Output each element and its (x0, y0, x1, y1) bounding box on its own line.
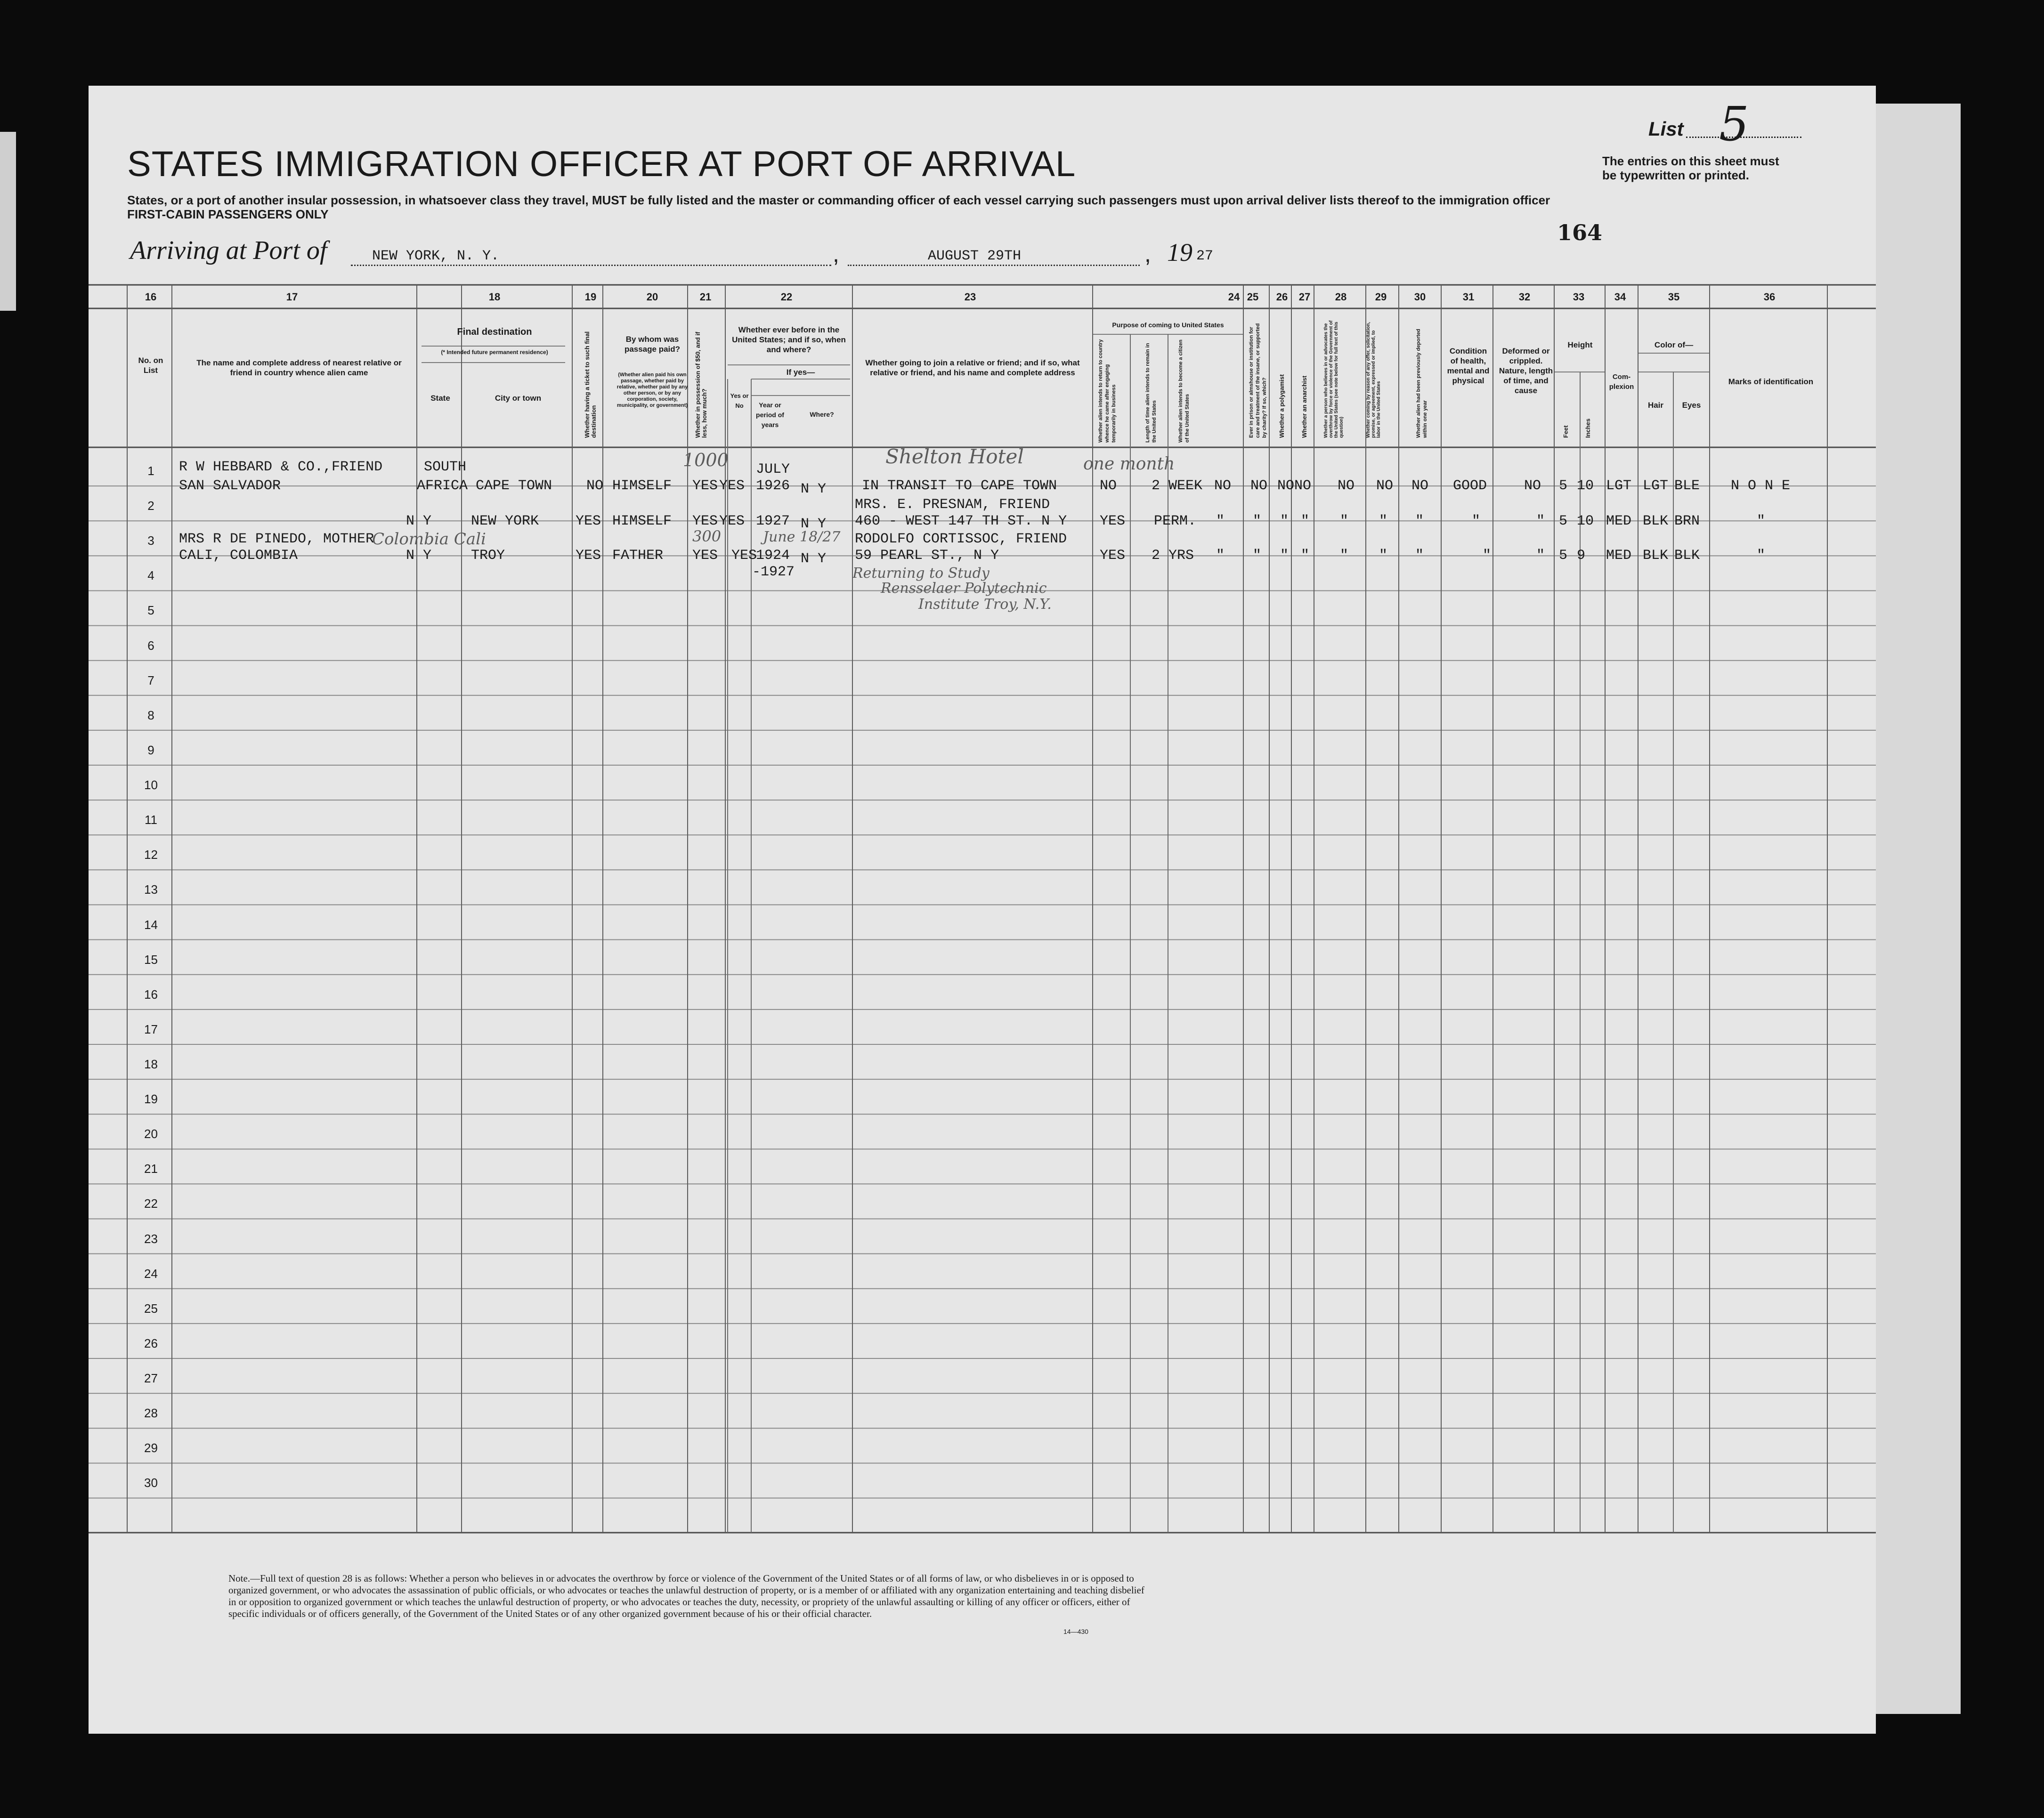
deported: " (1415, 513, 1424, 529)
handwritten-money: 300 (692, 527, 722, 545)
footnote: Note.—Full text of question 28 is as follows: Whether a person who believes in or advocates the overthrow by force or violence of the Government of the United States or of all forms of law, or who disbelieves in or is opposed to organized government, or who advocates the assassination of public officials, or who advocates or teaches the unlawful destruction of property, or is a member of or affiliated with any organization entertaining and teaching disbelief in or opposition to organized government or which teaches the unlawful destruction of property, or who advocates or teaches the duty, necessity, or propriety of the unlawful assaulting or killing of any officer or officers, either of specific individuals or of officers generally, of the Government of the United States or of any other organized government because of his or their official character. (228, 1573, 1144, 1619)
col-number: 34 (1614, 291, 1626, 303)
hdr-purpose: Purpose of coming to United States (1112, 321, 1224, 329)
col-number: 31 (1462, 291, 1475, 303)
entries-note-1: The entries on this sheet must (1602, 154, 1779, 168)
hdr-paid-by-note: (Whether alien paid his own passage, whether paid by relative, whether paid by any other person, or by any corporation, society, municipality, or government) (616, 372, 688, 408)
join-line-2: 460 - WEST 147 TH ST. N Y (855, 513, 1067, 529)
handwritten-join-1: Returning to Study (852, 565, 990, 582)
overthrow: " (1340, 513, 1349, 529)
handwritten-length: one month (1083, 454, 1175, 474)
purpose-c: " (1216, 548, 1225, 564)
relative-line-1: R W HEBBARD & CO.,FRIEND (179, 459, 383, 475)
sheet-number: 164 (1557, 220, 1603, 245)
hdr-prison: Ever in prison or almshouse or institution for care and treatment of the insane, or supported by charity? If so, which? (1249, 323, 1267, 438)
row-number: 11 (145, 813, 157, 827)
hdr-anarchist: Whether an anarchist (1301, 375, 1308, 438)
overthrow: NO (1338, 478, 1355, 494)
col-number: 27 (1298, 291, 1311, 303)
col-number: 26 (1276, 291, 1288, 303)
hdr-ticket: Whether having a ticket to such final destination (584, 331, 597, 438)
form-number: 14—430 (1063, 1628, 1088, 1635)
class-line: FIRST-CABIN PASSENGERS ONLY (127, 207, 329, 221)
overthrow: " (1340, 548, 1349, 564)
hair: BLK (1643, 513, 1669, 529)
year-line-2: 1926 (756, 478, 790, 494)
row-number: 5 (147, 603, 154, 618)
hdr-if-yes: If yes— (786, 368, 815, 377)
row-number: 10 (144, 778, 158, 792)
year-line-1: JULY (756, 461, 790, 477)
row-number: 19 (144, 1092, 158, 1107)
relative-line-2: SAN SALVADOR (179, 478, 281, 494)
hdr-offer: Whether coming by reason of any offer, solicitation, promise, or agreement, expressed or implied, to labor in the United States (1366, 322, 1381, 438)
col-number: 35 (1668, 291, 1680, 303)
hdr-join: Whether going to join a relative or friend; and if so, what relative or friend, and his name and complete address (865, 358, 1080, 377)
hair: BLK (1643, 548, 1669, 564)
hdr-where: Where? (810, 411, 834, 418)
row-number: 30 (144, 1476, 158, 1490)
before-us: YES (719, 513, 745, 529)
paid-by: HIMSELF (612, 513, 672, 529)
comma-2: , (1144, 241, 1151, 267)
hdr-before-us: Whether ever before in the United States; and if so, when and where? (732, 325, 846, 354)
anarchist: " (1301, 513, 1310, 529)
health: " (1472, 513, 1481, 529)
polygamist: NO (1277, 478, 1295, 494)
row-number: 8 (147, 708, 154, 722)
marks: " (1757, 513, 1766, 529)
row-number: 9 (147, 743, 154, 757)
hdr-deported: Whether alien had been previously deported within one year (1416, 329, 1428, 438)
feet: 5 (1559, 478, 1568, 494)
complexion: MED (1606, 548, 1632, 564)
port-value: NEW YORK, N. Y. (372, 248, 500, 264)
row-number: 25 (144, 1301, 158, 1316)
hdr-final-destination-note: (* Intended future permanent residence) (441, 349, 548, 356)
col-number: 32 (1518, 291, 1531, 303)
where: N Y (801, 481, 827, 497)
col-number: 21 (699, 291, 712, 303)
hdr-hair: Hair (1647, 401, 1664, 410)
row-number: 2 (147, 499, 154, 513)
hdr-state: State (430, 394, 450, 403)
col-number: 36 (1763, 291, 1776, 303)
row-number: 16 (144, 987, 158, 1002)
inches: 10 (1577, 478, 1594, 494)
complexion: MED (1606, 513, 1632, 529)
purpose-b: 2 WEEK (1152, 478, 1203, 494)
row-number: 26 (144, 1336, 158, 1350)
city: NEW YORK (471, 513, 539, 529)
year-suffix: 27 (1196, 248, 1214, 264)
hdr-inches: Inches (1584, 418, 1591, 438)
relative-line-2: CALI, COLOMBIA (179, 548, 298, 564)
col-number: 17 (286, 291, 298, 303)
money: YES (692, 513, 718, 529)
anarchist: NO (1294, 478, 1312, 494)
col-number: 23 (964, 291, 976, 303)
year-line-1: 1924 (756, 548, 790, 564)
before-us: YES (731, 548, 757, 564)
state-line-2: AFRICA (417, 478, 468, 494)
handwritten-year: June 18/27 (763, 529, 841, 545)
prison: NO (1250, 478, 1268, 494)
feet: 5 (1559, 513, 1568, 529)
hdr-complexion: Com-plexion (1609, 373, 1634, 391)
hdr-height: Height (1567, 340, 1593, 349)
hdr-paid-by: By whom was passage paid? (624, 335, 681, 354)
anarchist: " (1301, 548, 1310, 564)
col-number: 24 (1228, 291, 1240, 303)
purpose-b: PERM. (1154, 513, 1197, 529)
hdr-relative: The name and complete address of nearest relative or friend in country whence alien came (196, 358, 402, 377)
row-number: 23 (144, 1231, 158, 1246)
hdr-year-period: Year or period of years (756, 401, 784, 428)
handwritten-relative: Colombia Cali (372, 530, 486, 549)
deformed: " (1536, 513, 1545, 529)
row-number: 3 (147, 533, 154, 548)
handwritten-join-2: Rensselaer Polytechnic (881, 580, 1047, 597)
year-line-2: -1927 (752, 564, 795, 580)
row-number: 7 (147, 673, 154, 687)
inches: 9 (1577, 548, 1586, 564)
marks: " (1757, 548, 1766, 564)
hdr-no-on-list: No. on List (138, 356, 163, 375)
row-number: 17 (144, 1022, 158, 1036)
row-number: 14 (144, 917, 158, 932)
money: YES (692, 478, 718, 494)
deported: " (1415, 548, 1424, 564)
list-number: 5 (1719, 97, 1749, 152)
paid-by: FATHER (612, 548, 664, 564)
row-number: 28 (144, 1406, 158, 1421)
col-number: 16 (145, 291, 157, 303)
eyes: BLK (1674, 548, 1700, 564)
entries-note-2: be typewritten or printed. (1602, 168, 1750, 182)
purpose-a: YES (1100, 513, 1126, 529)
join: MRS. E. PRESNAM, FRIEND (855, 497, 1050, 513)
offer: " (1379, 513, 1388, 529)
where: N Y (801, 551, 827, 567)
row-number: 6 (147, 638, 154, 653)
hdr-overthrow: Whether a person who believes in or advocates the overthrow by force or violence of the Government of the United States (see note below for full text of this question) (1323, 320, 1344, 438)
paid-by: HIMSELF (612, 478, 672, 494)
col-number: 30 (1414, 291, 1426, 303)
ticket: NO (586, 478, 604, 494)
join-line-2: 59 PEARL ST., N Y (855, 548, 999, 564)
arriving-label: Arriving at Port of (130, 236, 327, 265)
hdr-eyes: Eyes (1682, 401, 1701, 410)
row-number: 21 (144, 1162, 158, 1176)
col-number: 18 (488, 291, 501, 303)
ticket: YES (576, 513, 601, 529)
row-number: 1 (147, 464, 154, 478)
inches: 10 (1577, 513, 1594, 529)
complexion: LGT (1606, 478, 1632, 494)
purpose-b: 2 YRS (1152, 548, 1194, 564)
row-number: 15 (144, 952, 158, 967)
deformed: NO (1524, 478, 1541, 494)
where: N Y (801, 516, 827, 532)
prison: " (1253, 548, 1262, 564)
hdr-purpose-c: Whether alien intends to become a citizen of the United States (1178, 339, 1190, 443)
row-number: 29 (144, 1441, 158, 1455)
offer: NO (1376, 478, 1394, 494)
year-prefix: 19 (1167, 238, 1192, 267)
comma-1: , (833, 241, 839, 267)
hdr-yes-no: Yes or No (730, 392, 749, 409)
col-number: 22 (780, 291, 793, 303)
purpose-a: YES (1100, 548, 1126, 564)
purpose-c: " (1216, 513, 1225, 529)
purpose-a: NO (1100, 478, 1117, 494)
offer: " (1379, 548, 1388, 564)
col-number: 20 (646, 291, 658, 303)
col-number: 33 (1573, 291, 1585, 303)
city: TROY (471, 548, 505, 564)
polygamist: " (1280, 513, 1289, 529)
date-value: AUGUST 29TH (928, 248, 1022, 264)
form-subtitle: States, or a port of another insular possession, in whatsoever class they travel, MUST be fully listed and the master or commanding officer of each vessel carrying such passengers must upon arrival deliver lists thereof to the immigration officer (127, 193, 1550, 207)
year-line-1: 1927 (756, 513, 790, 529)
row-number: 13 (144, 882, 158, 897)
prison: " (1253, 513, 1262, 529)
form-title: STATES IMMIGRATION OFFICER AT PORT OF ARRIVAL (127, 144, 1076, 184)
row-number: 4 (147, 568, 154, 583)
hdr-color-of: Color of— (1654, 340, 1694, 349)
handwritten-join-3: Institute Troy, N.Y. (918, 596, 1052, 613)
handwritten-join: Shelton Hotel (885, 445, 1024, 468)
money: YES (692, 548, 718, 564)
ticket: YES (576, 548, 601, 564)
deported: NO (1411, 478, 1429, 494)
hdr-health: Condition of health, mental and physical (1447, 347, 1490, 385)
row-number: 12 (144, 848, 158, 862)
join: IN TRANSIT TO CAPE TOWN (862, 478, 1057, 494)
row-number: 24 (144, 1266, 158, 1281)
health: " (1483, 548, 1492, 564)
purpose-c: NO (1214, 478, 1232, 494)
col-number: 19 (584, 291, 597, 303)
hair: LGT (1643, 478, 1669, 494)
city: CAPE TOWN (476, 478, 552, 494)
hdr-city: City or town (495, 394, 542, 403)
col-number: 25 (1247, 291, 1259, 303)
marks: N O N E (1731, 478, 1791, 494)
row-number: 20 (144, 1127, 158, 1141)
state-line-1: N Y (406, 513, 432, 529)
hdr-purpose-b: Length of time alien intends to remain in the United States (1145, 343, 1157, 443)
list-label: List (1648, 118, 1684, 140)
state-line-1: N Y (406, 548, 432, 564)
hdr-purpose-a: Whether alien intends to return to country whence he came after engaging temporarily in business (1098, 339, 1117, 443)
health: GOOD (1453, 478, 1487, 494)
state-line-1: SOUTH (424, 459, 467, 475)
hdr-marks: Marks of identification (1728, 377, 1814, 386)
join: RODOLFO CORTISSOC, FRIEND (855, 531, 1067, 547)
row-number: 27 (144, 1371, 158, 1385)
feet: 5 (1559, 548, 1568, 564)
eyes: BRN (1674, 513, 1700, 529)
row-number: 22 (144, 1196, 158, 1211)
handwritten-money: 1000 (683, 450, 729, 470)
deformed: " (1536, 548, 1545, 564)
row-number: 18 (144, 1057, 158, 1071)
col-number: 28 (1335, 291, 1347, 303)
hdr-polygamist: Whether a polygamist (1278, 374, 1285, 438)
polygamist: " (1280, 548, 1289, 564)
before-us: YES (719, 478, 745, 494)
hdr-money: Whether in possession of $50, and if less, how much? (694, 331, 708, 438)
relative-line-1: MRS R DE PINEDO, MOTHER (179, 531, 374, 547)
hdr-deformed: Deformed or crippled. Nature, length of time, and cause (1499, 347, 1553, 395)
eyes: BLE (1674, 478, 1700, 494)
hdr-final-destination: Final destination (457, 327, 532, 337)
hdr-feet: Feet (1562, 425, 1569, 438)
col-number: 29 (1375, 291, 1387, 303)
